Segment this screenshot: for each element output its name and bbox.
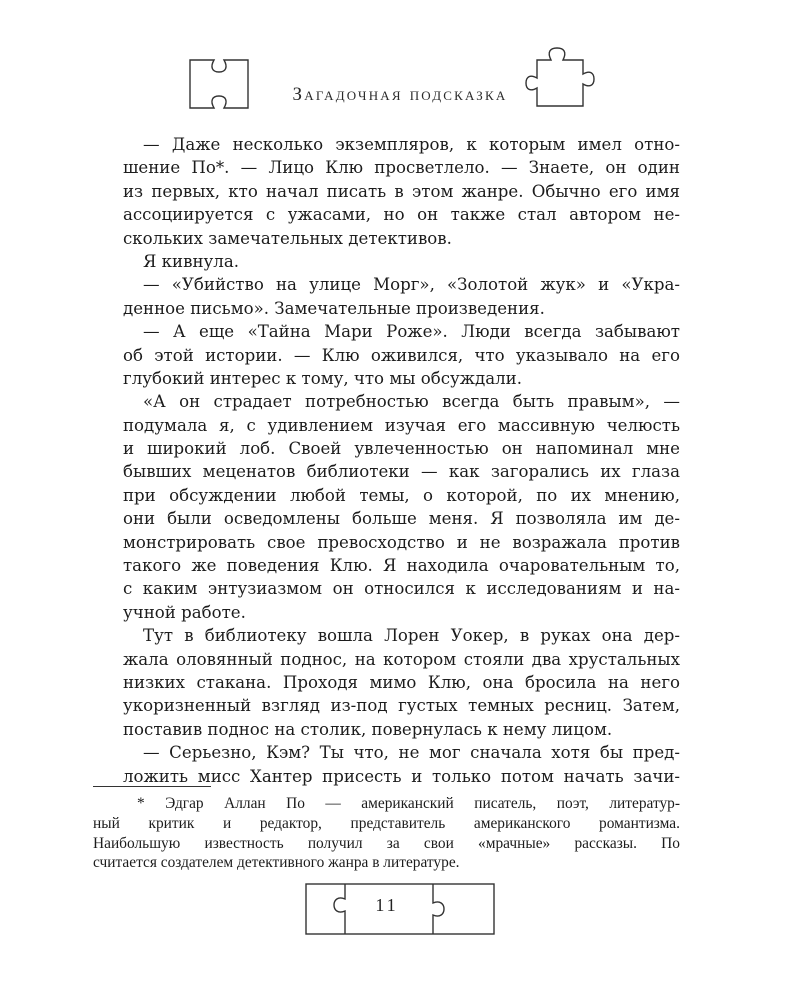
text-line: — Даже несколько экземпляров, к которым имел отно- [143, 135, 680, 154]
text-line: Я кивнула. [143, 251, 239, 271]
footnote-rule [93, 786, 211, 787]
text-line: и широкий лоб. Своей увлеченностью он напоминал мне [123, 439, 680, 459]
text-line: «А он страдает потребностью всегда быть правым», — [143, 392, 680, 412]
text-line: — «Убийство на улице Морг», «Золотой жук» и «Укра- [143, 275, 680, 295]
text-line: при обсуждении любой темы, о которой, по их мнению, [123, 485, 680, 505]
footnote-line: ный критик и редактор, представитель американского романтизма. [93, 814, 680, 832]
text-line: из первых, кто начал писать в этом жанре. Обычно его имя [123, 181, 680, 201]
footnote-line: Наибольшую известность получил за свои «мрачные» рассказы. По [93, 834, 680, 852]
puzzle-piece-right-icon [523, 46, 595, 108]
text-line: такого же поведения Клю. Я находила очаровательным то, [123, 556, 680, 576]
running-title: Загадочная подсказка [292, 84, 508, 105]
text-line: они были осведомлены больше меня. Я позволяла им де- [123, 509, 680, 529]
footnote [93, 794, 680, 873]
text-line: бывших меценатов библиотеки — как загорались их глаза [123, 462, 680, 482]
main-text [123, 133, 680, 788]
puzzle-piece-left-icon [188, 58, 250, 110]
text-line: жала оловянный поднос, на котором стояли два хрустальных [123, 649, 680, 669]
text-line: — А еще «Тайна Мари Роже». Люди всегда забывают [143, 322, 680, 342]
footnote-line: считается создателем детективного жанра в литературе. [93, 854, 460, 872]
text-line: подумала я, с удивлением изучая его массивную челюсть [123, 415, 680, 435]
text-line: ложить мисс Хантер присесть и только потом начать зачи- [123, 766, 680, 786]
text-line: об этой истории. — Клю оживился, что указывало на его [123, 345, 680, 365]
text-line: глубокий интерес к тому, что мы обсуждали. [123, 368, 523, 388]
text-line: укоризненный взгляд из-под густых темных ресниц. Затем, [123, 696, 680, 716]
text-line: с каким энтузиазмом он относился к исследованиям и на- [123, 579, 680, 599]
text-line: поставив поднос на столик, повернулась к нему лицом. [123, 719, 613, 739]
text-line: денное письмо». Замечательные произведения. [123, 298, 545, 318]
text-line: ассоциируется с ужасами, но он также стал автором не- [123, 205, 680, 225]
text-line: шение По*. — Лицо Клю просветлело. — Знаете, он один [123, 158, 680, 178]
footnote-line: * Эдгар Аллан По — американский писатель, поэт, литератур- [137, 795, 680, 812]
text-line: учной работе. [123, 602, 246, 622]
text-line: — Серьезно, Кэм? Ты что, не мог сначала хотя бы пред- [143, 743, 680, 763]
text-line: скольких замечательных детективов. [123, 228, 452, 248]
text-line: низких стакана. Проходя мимо Клю, она бросила на него [123, 672, 680, 692]
text-line: Тут в библиотеку вошла Лорен Уокер, в руках она дер- [143, 626, 680, 646]
page-number: 11 [375, 895, 399, 915]
text-line: монстрировать свое превосходство и не возражала против [123, 532, 680, 552]
